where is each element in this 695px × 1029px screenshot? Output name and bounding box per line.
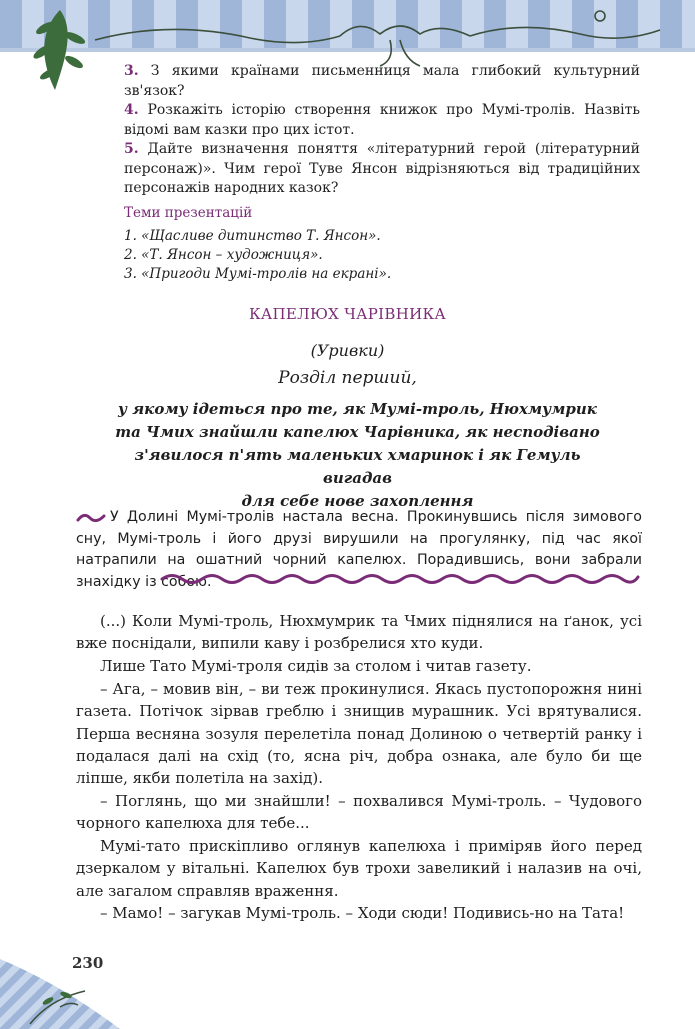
presentation-topic: 2. «Т. Янсон – художниця». xyxy=(124,247,323,263)
presentations-title: Теми презентацій xyxy=(124,205,253,221)
presentation-topic: 1. «Щасливе дитинство Т. Янсон». xyxy=(124,228,381,244)
excerpt-label: (Уривки) xyxy=(310,341,385,360)
paragraph: – Ага, – мовив він, – ви теж прокинулися. Якась пустопорожня нині газета. Потічок зірвав греблю і знищив мурашник. Усі врятувалися. Перша весняна зозуля перелетіла понад Долиною о четвертій ранку і подалася далі на схід (то, ясна річ, добра ознака, але було би ще ліпше, якби полетіла на захід). xyxy=(76,680,642,788)
corner-stripe-decoration-icon xyxy=(0,929,120,1029)
chapter-description: у якому ідеться про те, як Мумі-троль, Нюхмумрик та Чмих знайшли капелюх Чарівника, як несподівано з'явилося п'ять маленьких хмаринок і як Гемуль вигадав для себе нове захоплення xyxy=(115,400,600,510)
paragraph: – Поглянь, що ми знайшли! – похвалився Мумі-троль. – Чудового чорного капелюха для тебе... xyxy=(76,792,642,833)
page-number: 230 xyxy=(72,954,104,972)
paragraph: Лише Тато Мумі-троля сидів за столом і читав газету. xyxy=(100,657,532,675)
paragraph: Мумі-тато прискіпливо оглянув капелюха і приміряв його перед дзеркалом у вітальні. Капелюх був трохи завеликий і налазив на очі, але загалом справляв враження. xyxy=(76,837,642,900)
paragraph: – Мамо! – загукав Мумі-троль. – Ходи сюди! Подивись-но на Тата! xyxy=(100,904,625,922)
wave-underline-icon xyxy=(160,572,640,586)
question-4: 4. Розкажіть історію створення книжок про Мумі-тролів. Назвіть відомі вам казки про цих істот. xyxy=(124,102,640,138)
work-title: КАПЕЛЮХ ЧАРІВНИКА xyxy=(248,305,447,323)
question-3: 3. З якими країнами письменниця мала глибокий культурний зв'язок? xyxy=(124,63,640,99)
chapter-heading: Розділ перший, xyxy=(278,368,417,388)
paragraph: (...) Коли Мумі-троль, Нюхмумрик та Чмих піднялися на ґанок, усі вже поснідали, випили каву і розбрелися хто куди. xyxy=(76,612,642,653)
summary-text: У Долині Мумі-тролів настала весна. Прокинувшись після зимового сну, Мумі-троль і його друзі вирушили на прогулянку, під час якої натрапили на ошатний чорний капелюх. Порадившись, вони забрали знахідку із собою. xyxy=(76,509,642,590)
question-5: 5. Дайте визначення поняття «літературний герой (літературний персонаж)». Чим герої Туве Янсон відрізняються від традиційних персонажів народних казок? xyxy=(124,141,641,196)
presentation-topic: 3. «Пригоди Мумі-тролів на екрані». xyxy=(124,266,392,282)
